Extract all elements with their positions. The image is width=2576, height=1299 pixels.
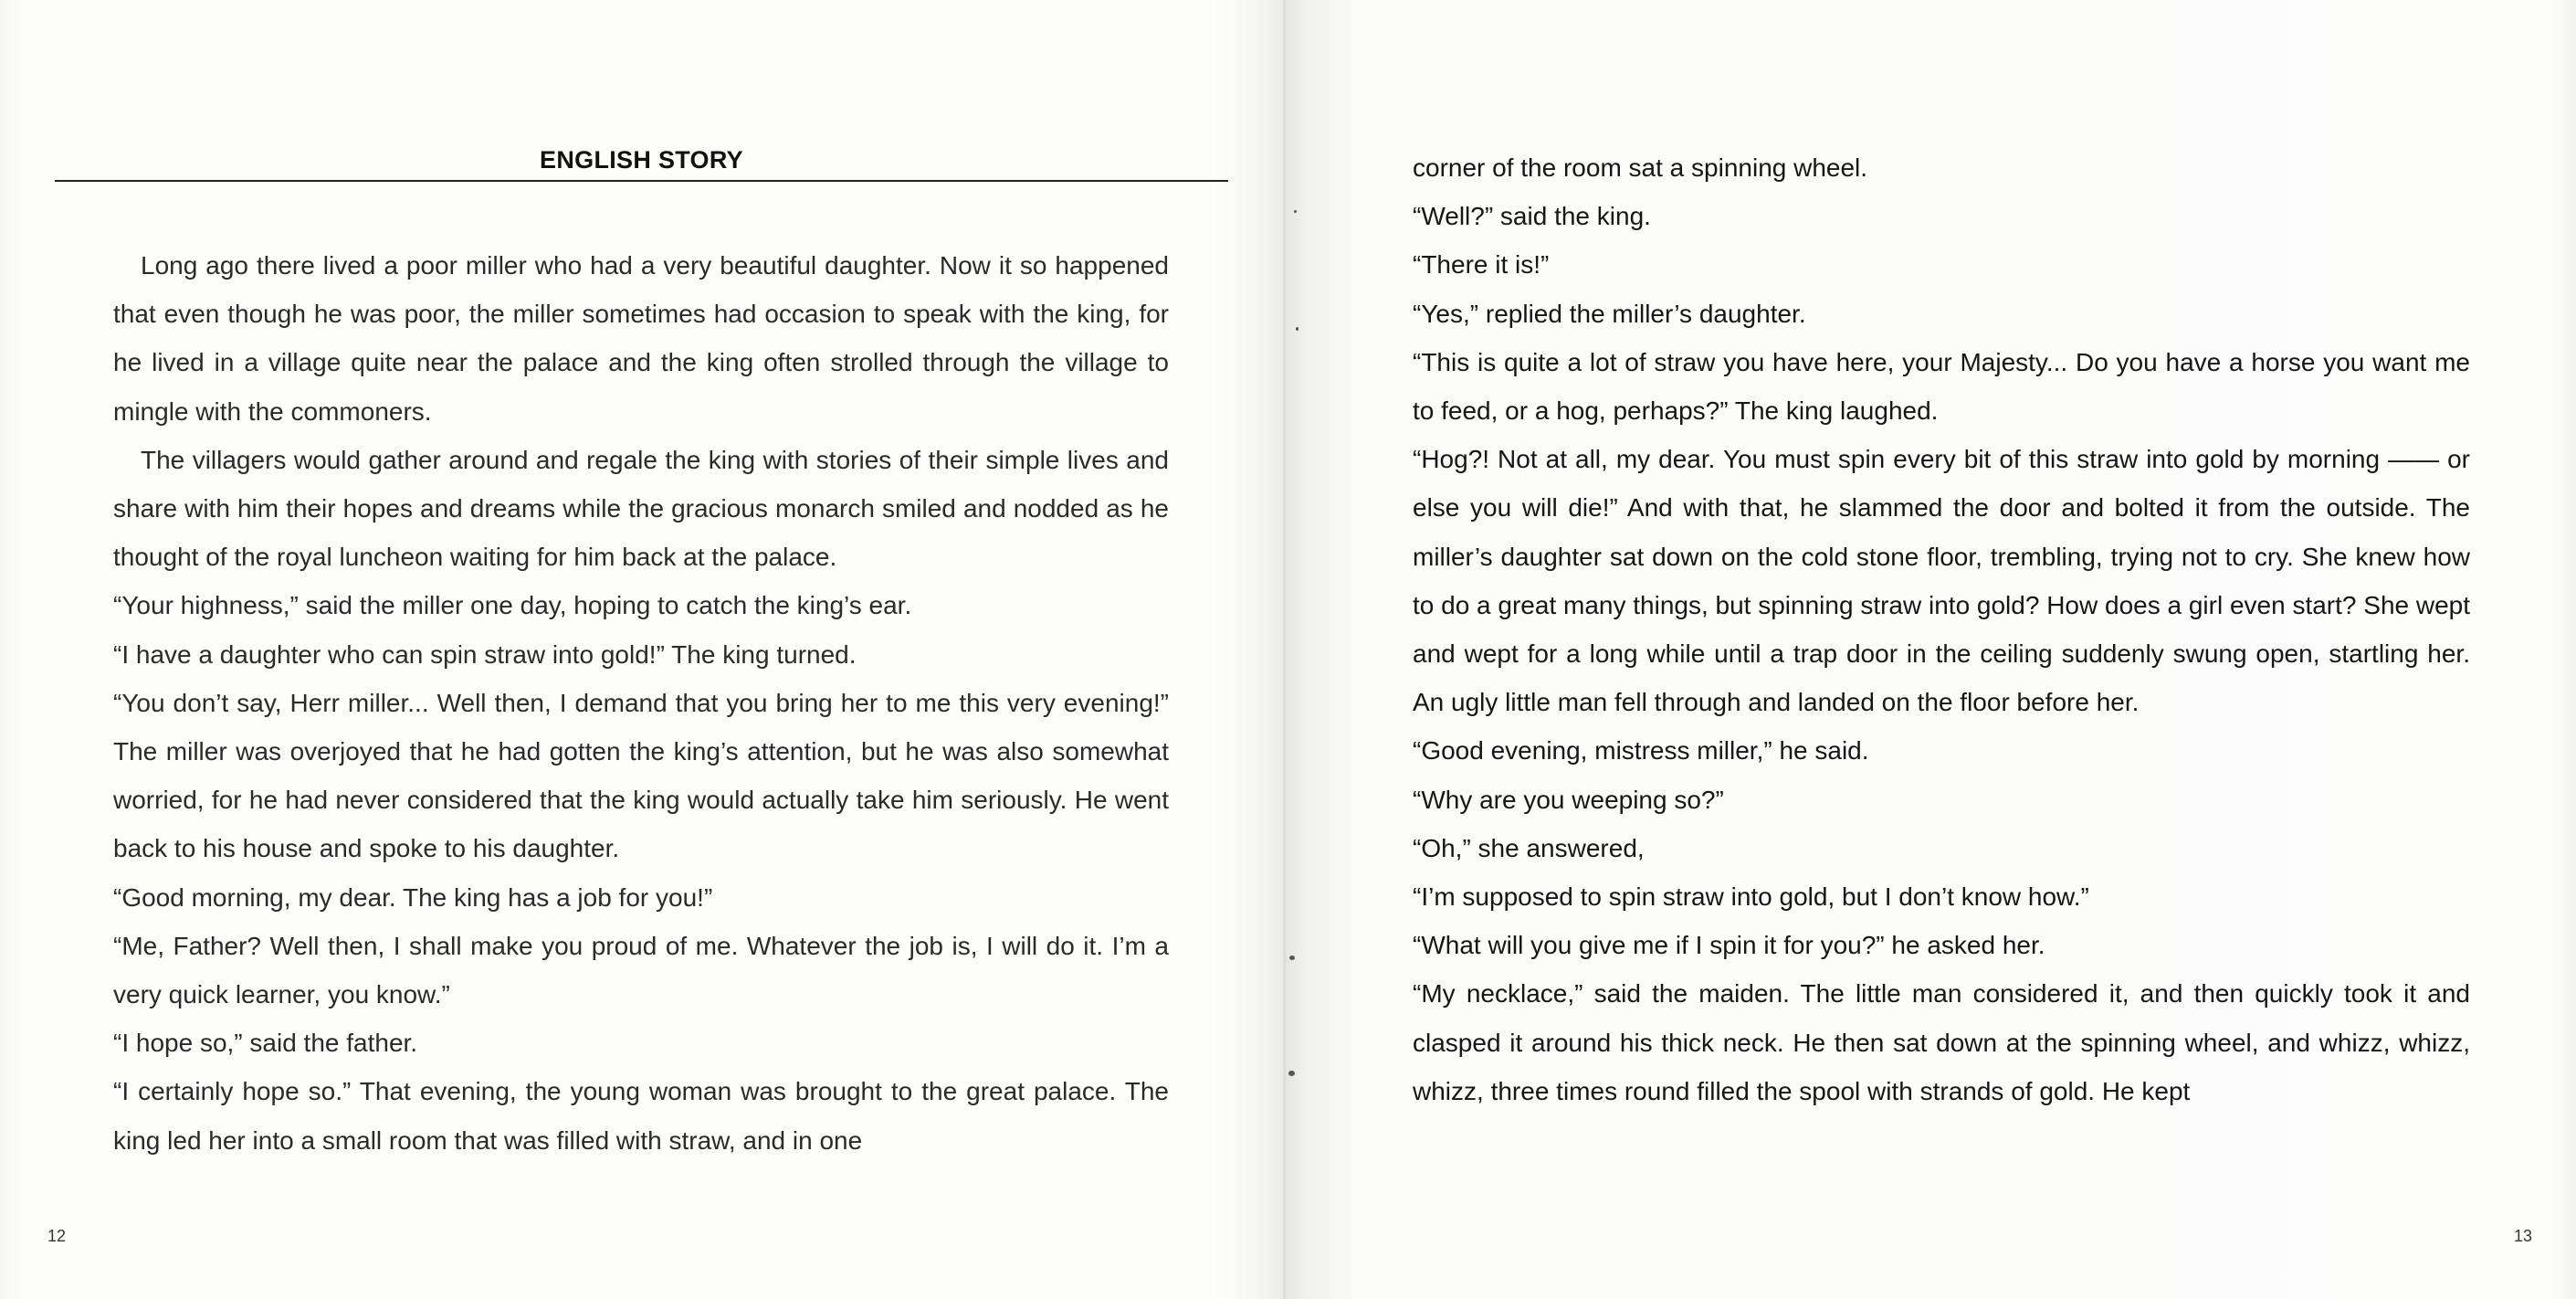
paragraph: “There it is!” xyxy=(1413,250,1550,280)
paragraph: “Me, Father? Well then, I shall make you proud of me. Whatever the job is, I will do it. I’m a very quick learner, you know.” xyxy=(113,931,1169,1009)
book-gutter xyxy=(1282,0,1288,1299)
paragraph: “I’m supposed to spin straw into gold, but I don’t know how.” xyxy=(1413,882,2089,912)
paragraph: “Good evening, mistress miller,” he said. xyxy=(1413,736,1869,766)
paragraph: “I hope so,” said the father. xyxy=(113,1029,418,1058)
paragraph: corner of the room sat a spinning wheel. xyxy=(1413,153,1868,182)
paragraph: “What will you give me if I spin it for you?” he asked her. xyxy=(1413,931,2045,960)
paragraph: “Yes,” replied the miller’s daughter. xyxy=(1413,299,1806,328)
page-number: 12 xyxy=(47,1227,67,1245)
paragraph: “Good morning, my dear. The king has a job for you!” xyxy=(113,882,713,912)
paragraph: Long ago there lived a poor miller who had a very beautiful daughter. Now it so happened that even though he was poor, the miller sometimes had occasion to speak with the king, for he lived in a village quite near the palace and the king often strolled through the village to mingle with the commoners. xyxy=(113,251,1169,426)
paragraph: “This is quite a lot of straw you have here, your Majesty... Do you have a horse you want me to feed, or a hog, perhaps?” The king laughed. xyxy=(1413,347,2470,426)
paragraph: “Hog?! Not at all, my dear. You must spin every bit of this straw into gold by morning —— or else you will die!” And with that, he slammed the door and bolted it from the outside. The miller’s daughter sat down on the cold stone floor, trembling, trying not to cry. She knew how to do a great many things, but spinning straw into gold? How does a girl even start? She wept and wept for a long while until a trap door in the ceiling suddenly swung open, startling her. An ugly little man fell through and landed on the floor before her. xyxy=(1413,445,2471,717)
running-head: ENGLISH STORY xyxy=(540,146,743,174)
paragraph: “Well?” said the king. xyxy=(1413,202,1651,231)
print-speck xyxy=(1288,1071,1295,1076)
header-rule xyxy=(55,180,1228,182)
print-speck xyxy=(1289,956,1295,960)
right-text-column xyxy=(1413,143,2470,1115)
print-speck xyxy=(1296,327,1299,331)
paragraph: “I certainly hope so.” That evening, the young woman was brought to the great palace. The king led her into a small room that was filled with straw, and in one xyxy=(113,1077,1169,1155)
paragraph: “You don’t say, Herr miller... Well then, I demand that you bring her to me this very evening!” The miller was overjoyed that he had gotten the king’s attention, but he was also somewhat worried, for he had never considered that the king would actually take him seriously. He went back to his house and spoke to his daughter. xyxy=(113,688,1169,863)
print-speck xyxy=(1294,210,1297,213)
paragraph: “Why are you weeping so?” xyxy=(1413,785,1724,814)
paragraph: The villagers would gather around and regale the king with stories of their simple lives and share with him their hopes and dreams while the gracious monarch smiled and nodded as he thought of the royal luncheon waiting for him back at the palace. xyxy=(113,445,1169,572)
paragraph: “I have a daughter who can spin straw into gold!” The king turned. xyxy=(113,639,857,669)
paragraph: “Oh,” she answered, xyxy=(1413,833,1645,862)
left-text-column xyxy=(113,241,1169,1165)
page-number: 13 xyxy=(2514,1227,2533,1245)
paragraph: “Your highness,” said the miller one day, hoping to catch the king’s ear. xyxy=(113,591,912,620)
paragraph: “My necklace,” said the maiden. The little man considered it, and then quickly took it and clasped it around his thick neck. He then sat down at the spinning wheel, and whizz, whizz, whizz, three times round filled the spool with strands of gold. He kept xyxy=(1413,979,2470,1105)
